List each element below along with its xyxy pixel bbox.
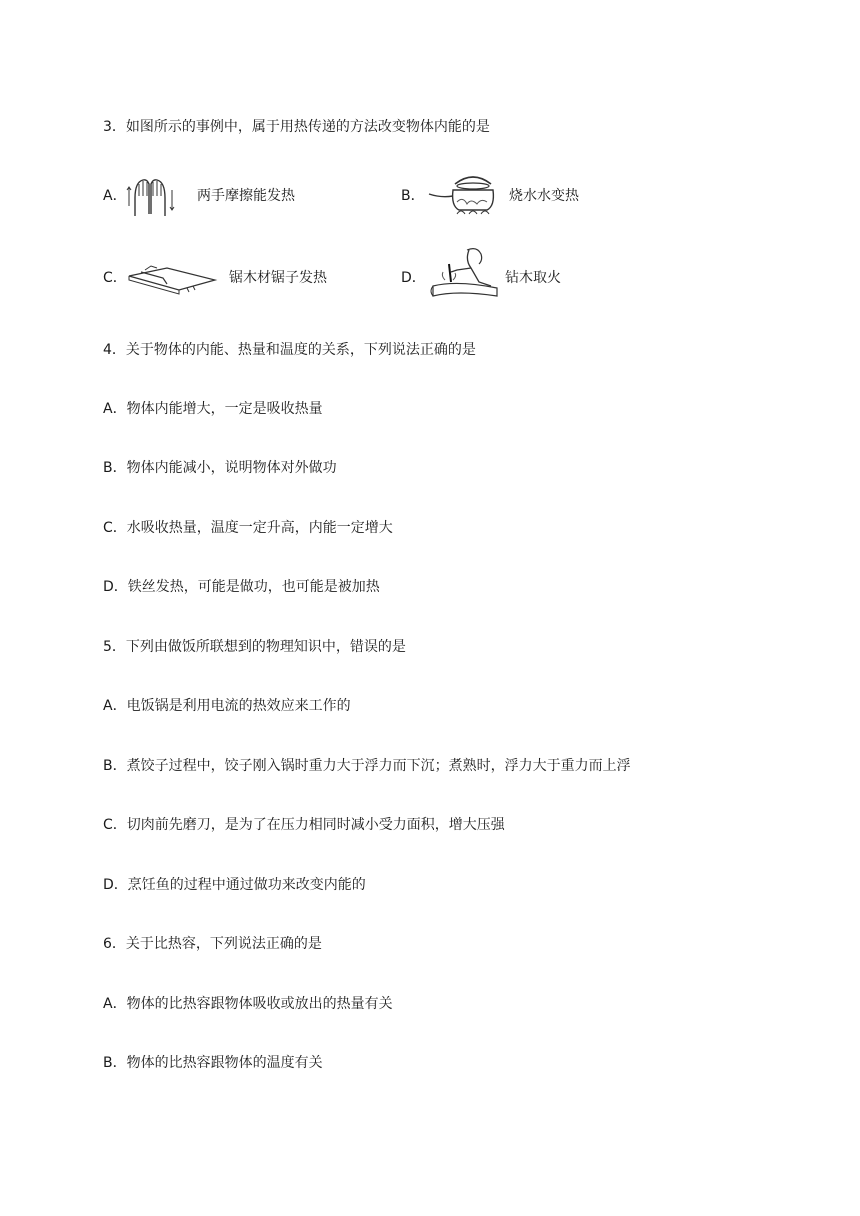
question-5-option-d: D．烹饪鱼的过程中通过做功来改变内能的 — [103, 877, 366, 893]
question-6-option-b: B．物体的比热容跟物体的温度有关 — [103, 1055, 323, 1071]
option-caption: 烧水水变热 — [509, 188, 579, 204]
drilling-wood-fire-picture — [427, 246, 501, 304]
question-4-option-c: C．水吸收热量，温度一定升高，内能一定增大 — [103, 520, 393, 536]
rubbing-hands-picture — [125, 176, 177, 220]
question-5-option-c: C．切肉前先磨刀，是为了在压力相同时减小受力面积，增大压强 — [103, 817, 505, 833]
option-letter: C． — [103, 270, 127, 286]
sawing-wood-picture — [127, 262, 219, 296]
question-4-option-d: D．铁丝发热，可能是做功，也可能是被加热 — [103, 579, 380, 595]
option-letter: D． — [401, 270, 426, 286]
question-3-option-c — [103, 268, 403, 328]
question-4-option-a: A．物体内能增大，一定是吸收热量 — [103, 401, 323, 417]
option-caption: 钻木取火 — [505, 270, 561, 286]
question-4-option-b: B．物体内能减小，说明物体对外做功 — [103, 460, 337, 476]
question-4-stem: 4．关于物体的内能、热量和温度的关系，下列说法正确的是 — [103, 342, 476, 358]
question-6-option-a: A．物体的比热容跟物体吸收或放出的热量有关 — [103, 996, 393, 1012]
question-3-option-a — [103, 186, 403, 246]
question-3-option-b — [401, 186, 701, 246]
question-5-option-a: A．电饭锅是利用电流的热效应来工作的 — [103, 698, 351, 714]
question-5-stem: 5．下列由做饭所联想到的物理知识中，错误的是 — [103, 639, 406, 655]
option-caption: 两手摩擦能发热 — [197, 188, 295, 204]
question-3-stem: 3．如图所示的事例中，属于用热传递的方法改变物体内能的是 — [103, 119, 490, 135]
question-3-options-row-2 — [103, 268, 803, 328]
kettle-picture — [423, 172, 507, 220]
option-letter: A． — [103, 188, 127, 204]
question-3-option-d — [401, 268, 701, 328]
option-caption: 锯木材锯子发热 — [229, 270, 327, 286]
question-5-option-b: B．煮饺子过程中，饺子刚入锅时重力大于浮力而下沉；煮熟时，浮力大于重力而上浮 — [103, 758, 631, 774]
question-3-options-row-1 — [103, 186, 803, 246]
option-letter: B． — [401, 188, 425, 204]
question-6-stem: 6．关于比热容，下列说法正确的是 — [103, 936, 322, 952]
